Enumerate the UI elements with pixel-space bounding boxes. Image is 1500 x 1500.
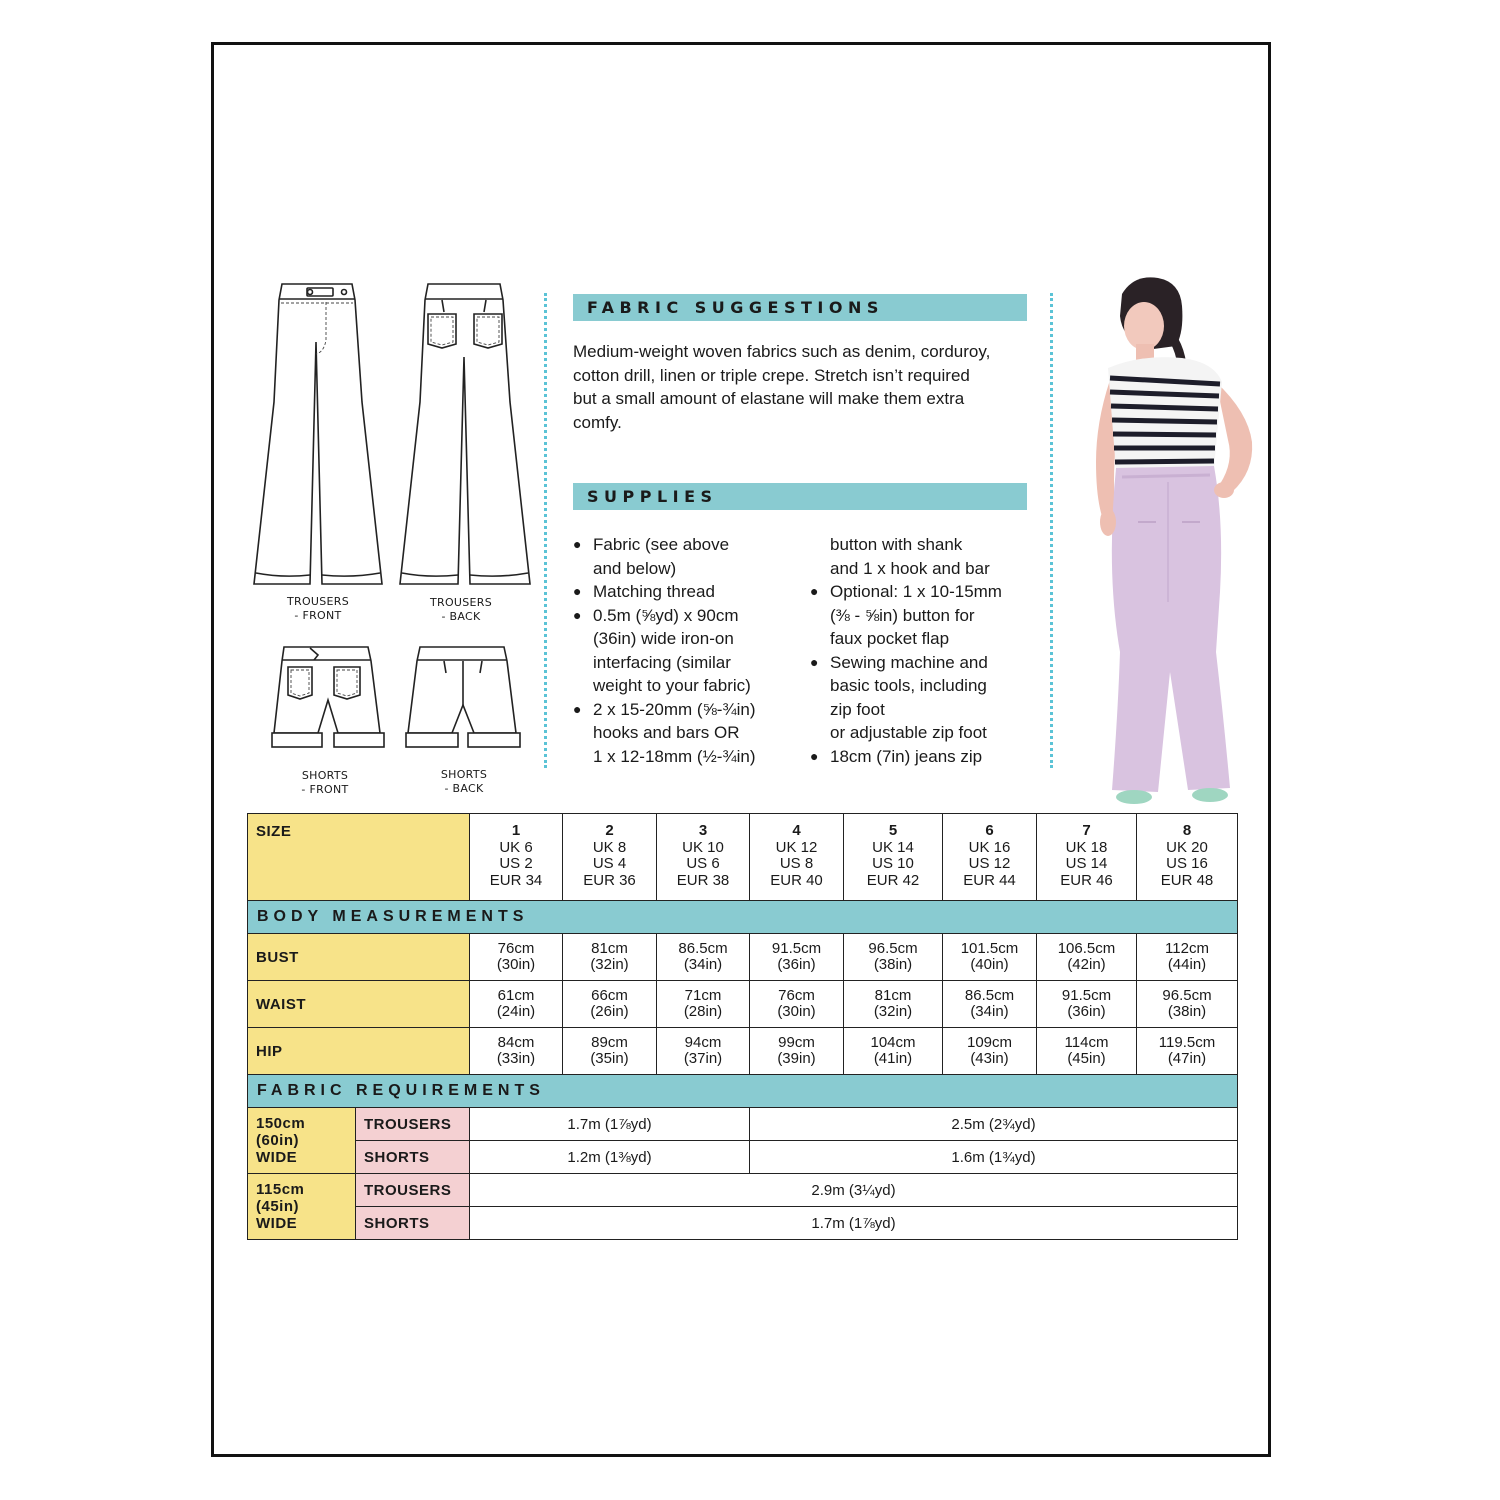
size-header-5: 5 UK 14 US 10 EUR 42 bbox=[844, 814, 943, 901]
table-cell: 109cm (43in) bbox=[943, 1028, 1037, 1075]
supplies-list-left bbox=[573, 533, 798, 768]
fabric-suggestions-heading: FABRIC SUGGESTIONS bbox=[573, 294, 1027, 321]
shorts-label: SHORTS bbox=[356, 1141, 470, 1174]
table-cell: 76cm (30in) bbox=[470, 934, 563, 981]
trousers-back-caption: TROUSERS - BACK bbox=[429, 596, 493, 623]
list-item: hooks and bars OR bbox=[593, 723, 740, 742]
list-item: and below) bbox=[593, 558, 677, 578]
body-measurements-heading-row bbox=[248, 901, 1238, 934]
size-header-6: 6 UK 16 US 12 EUR 44 bbox=[943, 814, 1037, 901]
trousers-label: TROUSERS bbox=[356, 1108, 470, 1141]
trousers-label: TROUSERS bbox=[356, 1174, 470, 1207]
list-item: ● Fabric (see above bbox=[573, 533, 798, 557]
width-150-label: 150cm (60in) WIDE bbox=[248, 1108, 356, 1174]
list-item: ● 2 x 15-20mm (⅝-¾in) bbox=[573, 698, 798, 722]
table-cell: 119.5cm (47in) bbox=[1137, 1028, 1238, 1075]
table-row bbox=[248, 1174, 1238, 1207]
table-cell: 101.5cm (40in) bbox=[943, 934, 1037, 981]
table-cell: 89cm (35in) bbox=[563, 1028, 657, 1075]
list-item: (36in) wide iron-on bbox=[593, 629, 734, 648]
table-cell: 91.5cm (36in) bbox=[750, 934, 844, 981]
table-row bbox=[248, 1108, 1238, 1141]
table-cell: 66cm (26in) bbox=[563, 981, 657, 1028]
table-cell: 99cm (39in) bbox=[750, 1028, 844, 1075]
list-item: ● Optional: 1 x 10-15mm bbox=[810, 580, 1030, 604]
size-header-7: 7 UK 18 US 14 EUR 46 bbox=[1037, 814, 1137, 901]
model-photo bbox=[1082, 272, 1262, 814]
list-item: weight to your fabric) bbox=[593, 676, 751, 695]
list-item: and 1 x hook and bar bbox=[830, 558, 990, 578]
waist-label: WAIST bbox=[248, 981, 470, 1028]
fabric-requirements-heading-row bbox=[248, 1075, 1238, 1108]
list-item: zip foot bbox=[830, 699, 885, 719]
shorts-back-caption: SHORTS - BACK bbox=[440, 768, 488, 795]
table-cell: 104cm (41in) bbox=[844, 1028, 943, 1075]
list-item: 1 x 12-18mm (½-¾in) bbox=[593, 746, 756, 766]
list-item: basic tools, including bbox=[830, 676, 987, 695]
trousers-back-drawing bbox=[398, 282, 532, 587]
shorts-front-caption: SHORTS - FRONT bbox=[301, 769, 349, 796]
list-item: (⅜ - ⅝in) button for bbox=[830, 605, 975, 625]
list-item: ● Matching thread bbox=[573, 580, 798, 604]
shorts-back-drawing bbox=[402, 645, 522, 751]
size-row bbox=[248, 814, 1238, 901]
table-cell: 1.7m (1⅞yd) bbox=[470, 1108, 750, 1141]
table-cell: 84cm (33in) bbox=[470, 1028, 563, 1075]
bust-label: BUST bbox=[248, 934, 470, 981]
table-cell: 76cm (30in) bbox=[750, 981, 844, 1028]
trousers-front-caption: TROUSERS - FRONT bbox=[286, 595, 350, 622]
table-cell: 94cm (37in) bbox=[657, 1028, 750, 1075]
body-measurements-heading: BODY MEASUREMENTS bbox=[248, 901, 1238, 934]
table-cell: 96.5cm (38in) bbox=[844, 934, 943, 981]
supplies-list-right bbox=[810, 533, 1030, 768]
table-row bbox=[248, 981, 1238, 1028]
size-header-3: 3 UK 10 US 6 EUR 38 bbox=[657, 814, 750, 901]
list-item: ● Sewing machine and bbox=[810, 651, 1030, 675]
table-cell: 71cm (28in) bbox=[657, 981, 750, 1028]
table-cell: 2.9m (3¼yd) bbox=[470, 1174, 1238, 1207]
left-dotted-divider bbox=[544, 293, 547, 768]
table-cell: 81cm (32in) bbox=[563, 934, 657, 981]
right-dotted-divider bbox=[1050, 293, 1053, 768]
size-label: SIZE bbox=[248, 814, 470, 901]
table-cell: 106.5cm (42in) bbox=[1037, 934, 1137, 981]
table-cell: 61cm (24in) bbox=[470, 981, 563, 1028]
size-header-4: 4 UK 12 US 8 EUR 40 bbox=[750, 814, 844, 901]
list-item: ● 18cm (7in) jeans zip bbox=[810, 745, 1030, 769]
shorts-front-drawing bbox=[268, 645, 386, 751]
hip-label: HIP bbox=[248, 1028, 470, 1075]
shorts-label: SHORTS bbox=[356, 1207, 470, 1240]
table-row bbox=[248, 1141, 1238, 1174]
table-cell: 2.5m (2¾yd) bbox=[750, 1108, 1238, 1141]
list-item: interfacing (similar bbox=[593, 652, 731, 672]
supplies-heading: SUPPLIES bbox=[573, 483, 1027, 510]
table-cell: 81cm (32in) bbox=[844, 981, 943, 1028]
table-cell: 91.5cm (36in) bbox=[1037, 981, 1137, 1028]
size-header-1: 1 UK 6 US 2 EUR 34 bbox=[470, 814, 563, 901]
table-cell: 114cm (45in) bbox=[1037, 1028, 1137, 1075]
table-cell: 96.5cm (38in) bbox=[1137, 981, 1238, 1028]
fabric-requirements-heading: FABRIC REQUIREMENTS bbox=[248, 1075, 1238, 1108]
size-header-2: 2 UK 8 US 4 EUR 36 bbox=[563, 814, 657, 901]
table-cell: 1.2m (1⅜yd) bbox=[470, 1141, 750, 1174]
list-item: or adjustable zip foot bbox=[830, 723, 987, 742]
table-row bbox=[248, 934, 1238, 981]
width-115-label: 115cm (45in) WIDE bbox=[248, 1174, 356, 1240]
list-item: faux pocket flap bbox=[830, 629, 950, 648]
size-chart-table bbox=[247, 813, 1238, 1240]
table-row bbox=[248, 1207, 1238, 1240]
trousers-front-drawing bbox=[252, 282, 384, 587]
list-item: button with shank bbox=[830, 535, 963, 554]
table-cell: 1.7m (1⅞yd) bbox=[470, 1207, 1238, 1240]
fabric-suggestions-text: Medium-weight woven fabrics such as denim, corduroy, cotton drill, linen or triple crepe. Stretch isn’t required but a small amount of elastane will make them extra comfy. bbox=[573, 342, 991, 432]
table-cell: 1.6m (1¾yd) bbox=[750, 1141, 1238, 1174]
table-row bbox=[248, 1028, 1238, 1075]
table-cell: 86.5cm (34in) bbox=[657, 934, 750, 981]
table-cell: 112cm (44in) bbox=[1137, 934, 1238, 981]
size-header-8: 8 UK 20 US 16 EUR 48 bbox=[1137, 814, 1238, 901]
list-item: ● 0.5m (⅝yd) x 90cm bbox=[573, 604, 798, 628]
table-cell: 86.5cm (34in) bbox=[943, 981, 1037, 1028]
